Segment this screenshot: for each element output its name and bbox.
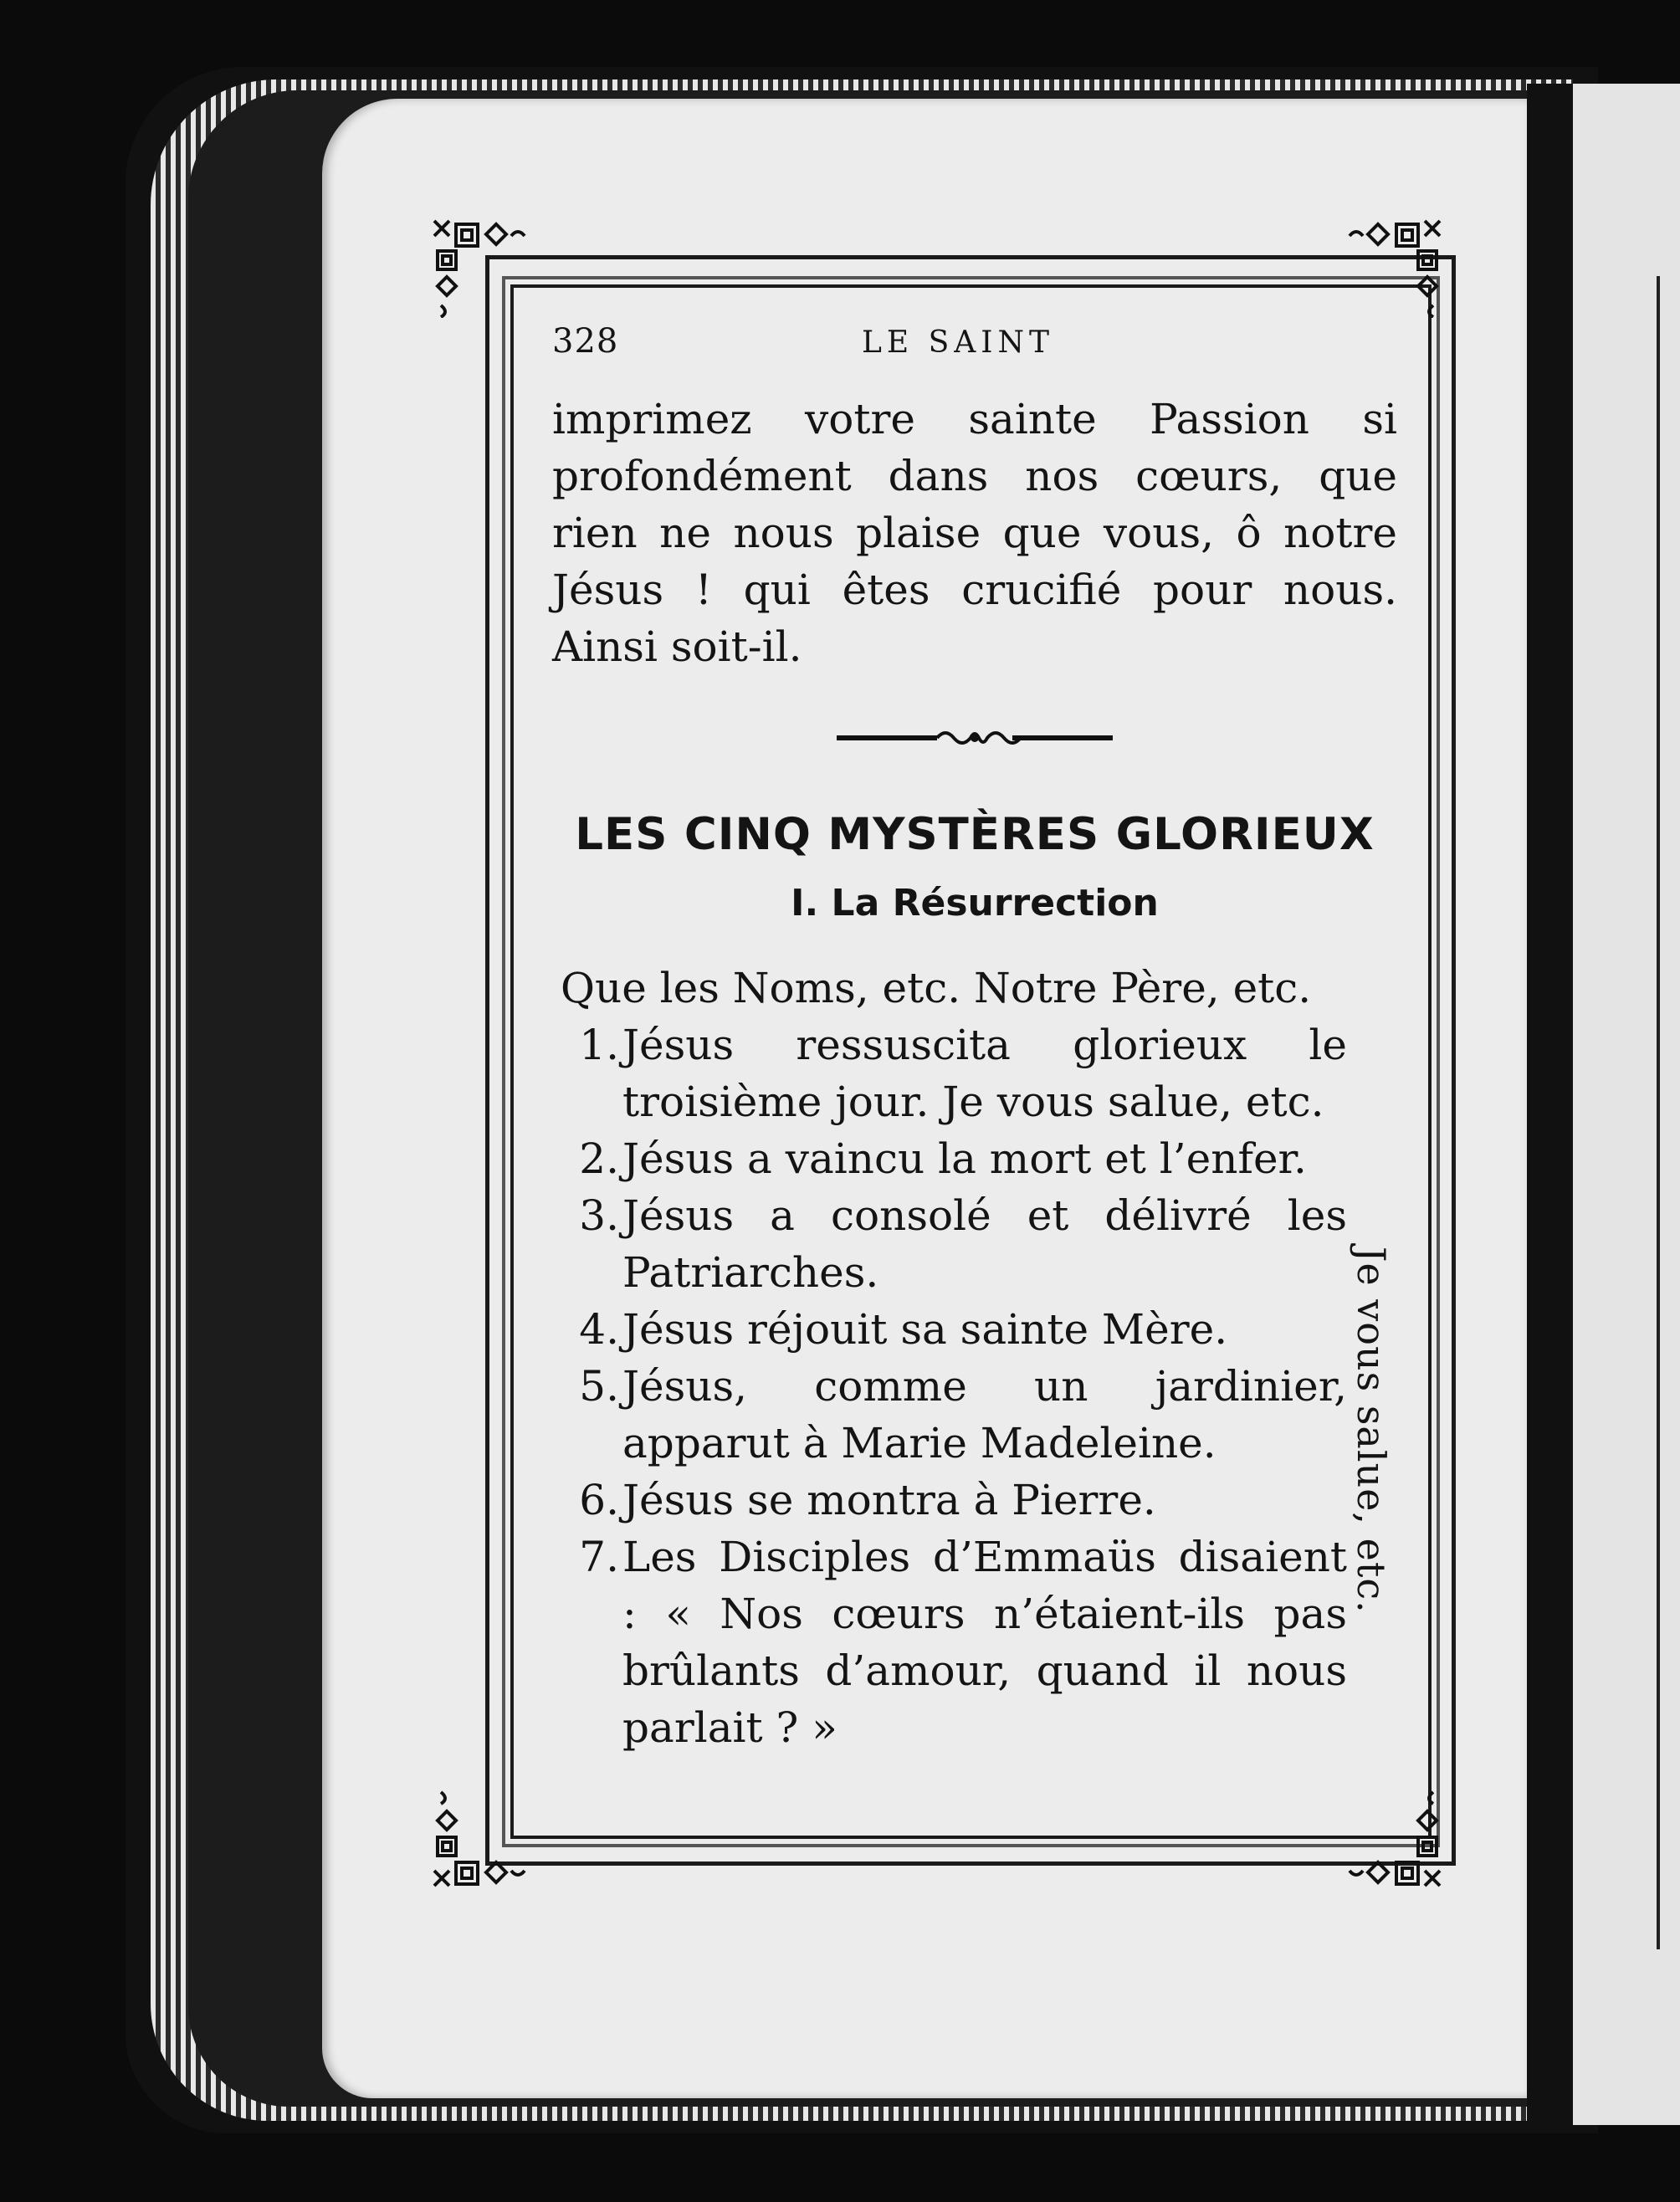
list-item	[552, 1130, 1347, 1187]
page-content	[552, 322, 1397, 1828]
list-item	[552, 1301, 1347, 1358]
running-head	[552, 322, 1397, 381]
list-item	[552, 1472, 1347, 1529]
corner-ornament-icon	[1343, 218, 1443, 318]
corner-ornament-icon	[431, 218, 531, 318]
section-title: LES CINQ MYSTÈRES GLORIEUX	[575, 809, 1375, 860]
subsection-title: I. La Résurrection	[791, 882, 1159, 924]
item-number: 2.	[579, 1134, 619, 1183]
divider-flourish-icon	[837, 725, 1113, 750]
book-gutter	[1527, 84, 1573, 2125]
item-text: Les Disciples d’Emmaüs disaient : « Nos cœurs n’étaient-ils pas brûlants d’amour, quand il nous parlait ? »	[622, 1533, 1347, 1752]
list-item	[552, 1017, 1347, 1130]
item-text: Jésus a vaincu la mort et l’enfer.	[622, 1134, 1307, 1183]
item-number: 3.	[579, 1191, 619, 1240]
list-item	[552, 1529, 1347, 1756]
mysteries-list	[552, 1017, 1347, 1756]
closing-paragraph: imprimez votre sainte Passion si profondément dans nos cœurs, que rien ne nous plaise que vous, ô notre Jésus ! qui êtes crucifié pour nous. Ainsi soit-il.	[552, 395, 1397, 671]
item-text: Jésus a consolé et délivré les Patriarches.	[622, 1191, 1347, 1297]
running-title: LE SAINT	[862, 325, 1055, 360]
corner-ornament-icon	[431, 1790, 531, 1891]
side-refrain: Je vous salue, etc.	[1349, 1247, 1394, 1614]
facing-page-frame	[1657, 276, 1680, 1949]
item-number: 5.	[579, 1362, 619, 1411]
item-text: Jésus, comme un jardinier, apparut à Marie Madeleine.	[622, 1362, 1347, 1467]
prayer-intro: Que les Noms, etc. Notre Père, etc.	[561, 964, 1312, 1012]
item-number: 6.	[579, 1476, 619, 1524]
item-text: Jésus se montra à Pierre.	[622, 1476, 1156, 1524]
item-number: 4.	[579, 1305, 619, 1354]
item-number: 7.	[579, 1533, 619, 1581]
section-divider	[552, 725, 1397, 750]
page-number: 328	[552, 322, 619, 361]
list-item	[552, 1358, 1347, 1472]
item-number: 1.	[579, 1021, 619, 1069]
item-text: Jésus réjouit sa sainte Mère.	[622, 1305, 1228, 1354]
item-text: Jésus ressuscita glorieux le troisième jour. Je vous salue, etc.	[622, 1021, 1347, 1126]
list-item	[552, 1187, 1347, 1301]
